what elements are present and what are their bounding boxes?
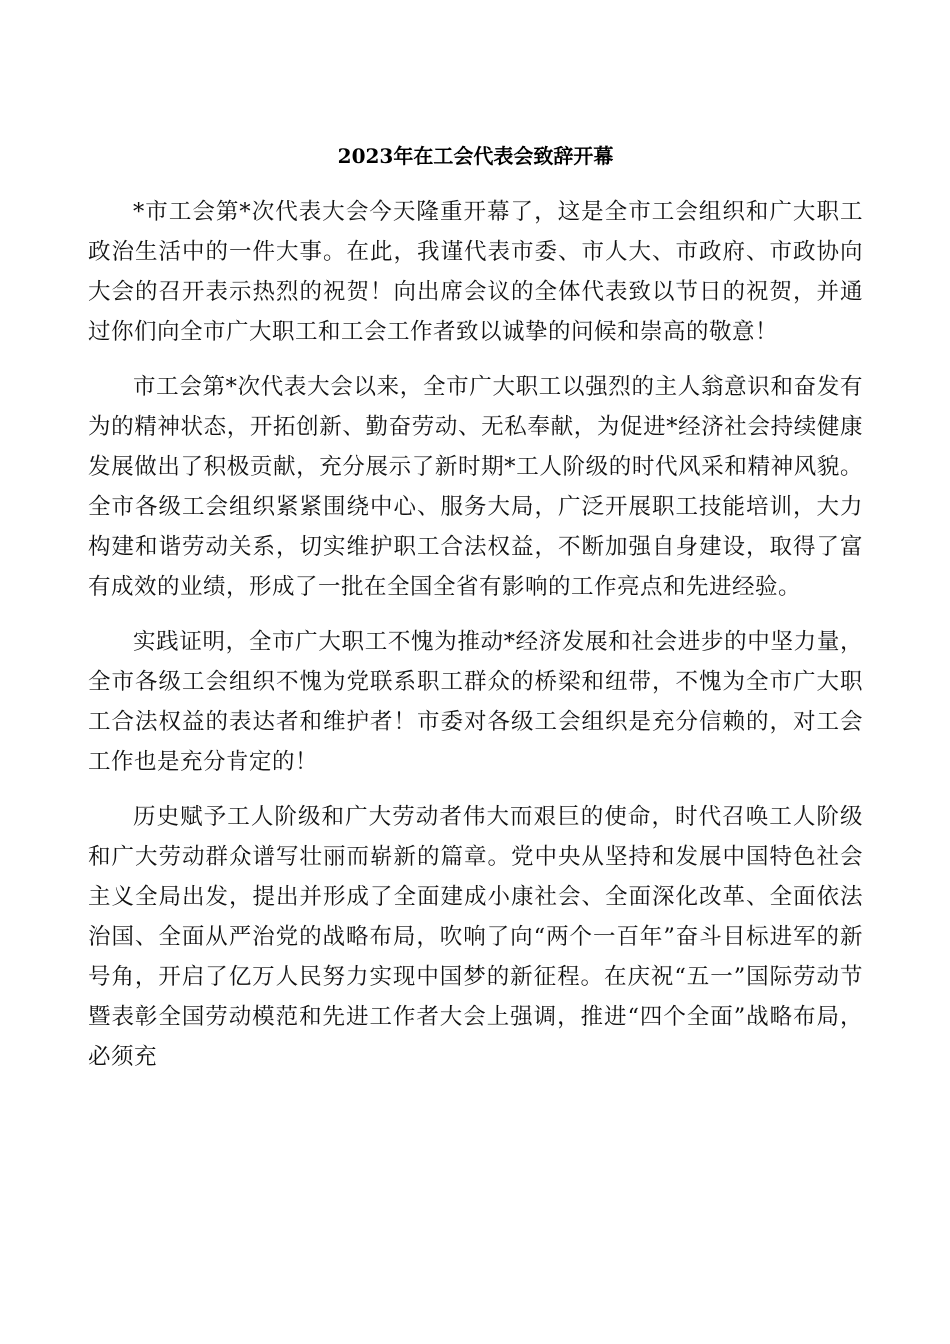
paragraph-2: 市工会第*次代表大会以来，全市广大职工以强烈的主人翁意识和奋发有为的精神状态，开拓创新、勤奋劳动、无私奉献，为促进*经济社会持续健康发展做出了积极贡献，充分展示了新时期*工人阶级的时代风采和精神风貌。全市各级工会组织紧紧围绕中心、服务大局，广泛开展职工技能培训，大力构建和谐劳动关系，切实维护职工合法权益，不断加强自身建设，取得了富有成效的业绩，形成了一批在全国全省有影响的工作亮点和先进经验。 [88,374,863,600]
document-title: 2023年在工会代表会致辞开幕 [337,144,614,168]
document-body [88,192,863,1092]
paragraph-1: *市工会第*次代表大会今天隆重开幕了，这是全市工会组织和广大职工政治生活中的一件大事。在此，我谨代表市委、市人大、市政府、市政协向大会的召开表示热烈的祝贺！向出席会议的全体代表致以节日的祝贺，并通过你们向全市广大职工和工会工作者致以诚挚的问候和崇高的敬意！ [88,199,863,345]
paragraph-3: 实践证明，全市广大职工不愧为推动*经济发展和社会进步的中坚力量，全市各级工会组织不愧为党联系职工群众的桥梁和纽带，不愧为全市广大职工合法权益的表达者和维护者！市委对各级工会组织是充分信赖的，对工会工作也是充分肯定的！ [88,629,863,775]
paragraph-4: 历史赋予工人阶级和广大劳动者伟大而艰巨的使命，时代召唤工人阶级和广大劳动群众谱写壮丽而崭新的篇章。党中央从坚持和发展中国特色社会主义全局出发，提出并形成了全面建成小康社会、全面深化改革、全面依法治国、全面从严治党的战略布局，吹响了向“两个一百年”奋斗目标进军的新号角，开启了亿万人民努力实现中国梦的新征程。在庆祝“五一”国际劳动节暨表彰全国劳动模范和先进工作者大会上强调，推进“四个全面”战略布局，必须充 [88,804,863,1070]
